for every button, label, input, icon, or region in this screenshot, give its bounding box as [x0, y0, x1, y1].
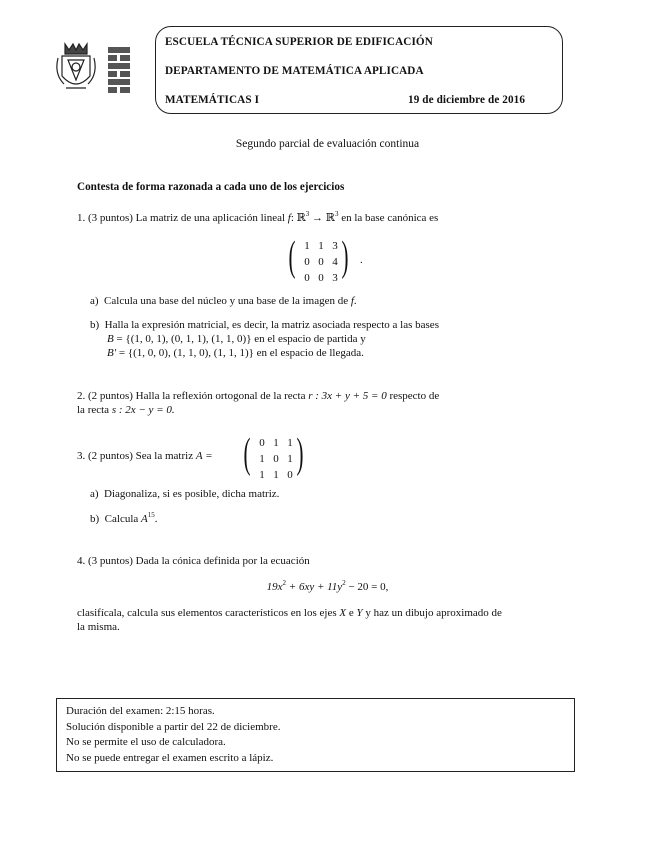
school-building-logo [108, 47, 130, 93]
exercise-4-continuation-2: la misma. [77, 621, 120, 633]
university-crest-logo [56, 40, 96, 96]
exercise-1a: a) Calcula una base del núcleo y una base de la imagen de f. [90, 295, 357, 307]
department-name: DEPARTAMENTO DE MATEMÁTICA APLICADA [165, 65, 424, 77]
exercise-3-matrix: ( 0 1 1 1 0 1 1 1 0 ) [243, 431, 304, 481]
matrix-cell: 0 [318, 272, 324, 284]
matrix-cell: 1 [287, 437, 293, 449]
matrix-cell: 1 [304, 240, 310, 252]
matrix-cell: 3 [332, 272, 338, 284]
exercise-1b-basis-Bprime: B′ = {(1, 0, 0), (1, 1, 0), (1, 1, 1)} en el espacio de llegada. [107, 347, 364, 359]
exercise-1b-basis-B: B = {(1, 0, 1), (0, 1, 1), (1, 1, 0)} en el espacio de partida y [107, 333, 366, 345]
matrix-cell: 0 [318, 256, 324, 268]
rule-pencil: No se puede entregar el examen escrito a lápiz. [66, 751, 274, 764]
exam-subtitle: Segundo parcial de evaluación continua [235, 138, 420, 150]
exercise-3-statement: 3. (2 puntos) Sea la matriz A = [77, 450, 213, 462]
matrix-cell: 0 [304, 272, 310, 284]
exercise-1b: b) Halla la expresión matricial, es decir, la matriz asociada respecto a las bases [90, 319, 439, 331]
exercise-2-statement: 2. (2 puntos) Halla la reflexión ortogonal de la recta r : 3x + y + 5 = 0 respecto de [77, 390, 440, 402]
exercise-4-equation: $19x^2 + 6xy + 11y^2 - 20 = 0$, [266, 579, 389, 593]
matrix-cell: 1 [273, 469, 279, 481]
matrix-cell: 3 [332, 240, 338, 252]
matrix-cell: 4 [332, 256, 338, 268]
course-name: MATEMÁTICAS I [165, 94, 260, 106]
exam-date: 19 de diciembre de 2016 [408, 94, 526, 106]
matrix-cell: 0 [287, 469, 293, 481]
exercise-3b: b) Calcula $A^{15}$. [90, 511, 158, 525]
exercise-3a: a) Diagonaliza, si es posible, dicha matriz. [90, 488, 280, 500]
instruction-heading: Contesta de forma razonada a cada uno de los ejercicios [77, 181, 345, 193]
exercise-4-statement: 4. (3 puntos) Dada la cónica definida por la ecuación [77, 555, 310, 567]
rule-duration: Duración del examen: 2:15 horas. [66, 705, 215, 717]
matrix-cell: 0 [304, 256, 310, 268]
matrix-cell: 1 [259, 469, 265, 481]
exercise-1-matrix: ( 1 1 3 0 0 4 0 0 3 ) . [288, 234, 363, 284]
matrix-cell: 1 [287, 453, 293, 465]
exercise-2-statement-cont: la recta s : 2x − y = 0. [77, 404, 175, 416]
rule-solution: Solución disponible a partir del 22 de diciembre. [66, 720, 281, 733]
matrix-cell: 1 [273, 437, 279, 449]
exam-rules-box [56, 698, 575, 772]
school-name: ESCUELA TÉCNICA SUPERIOR DE EDIFICACIÓN [165, 36, 433, 48]
exercise-1-statement: 1. (3 puntos) La matriz de una aplicación lineal f: ℝ$^3$ → ℝ$^3$ en la base canónica es [77, 210, 439, 224]
exercise-4-continuation: clasifícala, calcula sus elementos característicos en los ejes X e Y y haz un dibujo aproximado de [77, 607, 502, 619]
rule-calculator: No se permite el uso de calculadora. [66, 736, 226, 748]
matrix-cell: 0 [259, 437, 265, 449]
matrix-cell: 1 [259, 453, 265, 465]
matrix-cell: 0 [273, 453, 279, 465]
matrix-cell: 1 [318, 240, 324, 252]
